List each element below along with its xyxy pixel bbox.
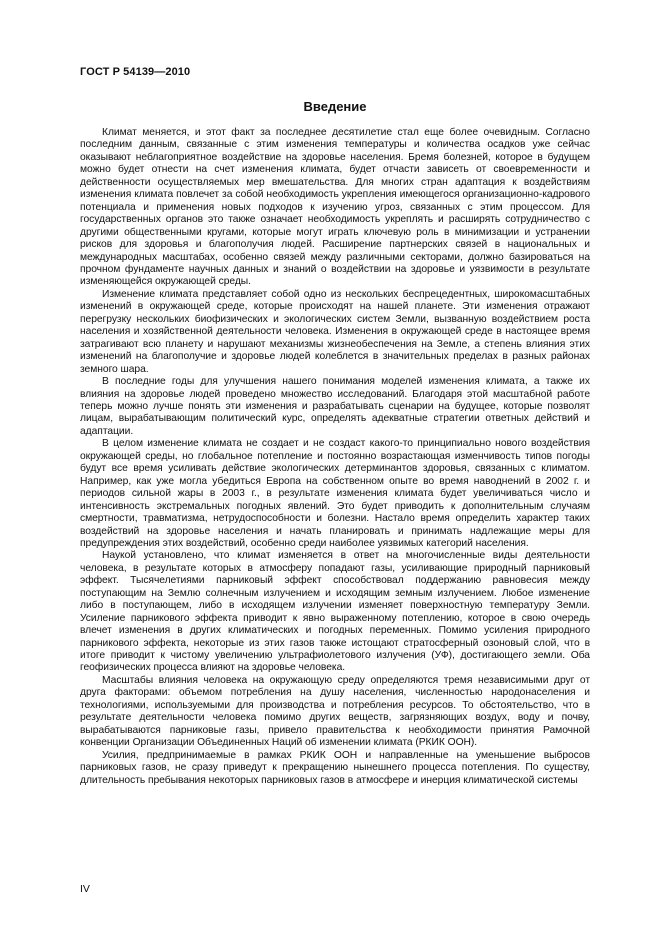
paragraph: Климат меняется, и этот факт за последнее десятилетие стал еще более очевидным. Согласно последним данным, связанные с этим изменения температуры и количества осадков уже сейчас оказывают неблагоприятное воздействие на здоровье населения. Бремя болезней, которое в будущем можно будет отнести на счет изменения климата, будет отчасти зависеть от своевременности и действенности осуществляемых мер вмешательства. Для многих стран адаптация к воздействиям изменения климата повлечет за собой необходимость укрепления имеющегося организационно-кадрового потенциала и применения новых подходов к изучению угроз, связанных с этим процессом. Для государственных органов это также означает необходимость укреплять и расширять сотрудничество с другими общественными кругами, которые могут играть ключевую роль в минимизации и устранении рисков для здоровья и благополучия людей. Расширение партнерских связей в национальных и международных масштабах, особенно связей между различными секторами, должно базироваться на прочном фундаменте научных данных и знаний о воздействии на здоровье и уязвимости в результате изменяющейся окружающей среды. (80, 127, 590, 288)
paragraph: Наукой установлено, что климат изменяется в ответ на многочисленные виды деятельности человека, в результате которых в атмосферу попадают газы, усиливающие природный парниковый эффект. Тысячелетиями парниковый эффект способствовал поддержанию равновесия между поступающим на Землю солнечным излучением и исходящим земным излучением. Любое изменение либо в поступающем, либо в исходящем излучении изменяет поверхностную температуру Земли. Усиление парникового эффекта приводит к явно выраженному потеплению, которое в свою очередь влечет изменения в других климатических и погодных переменных. Помимо усиления природного парникового эффекта, некоторые из этих газов также истощают стратосферный озоновый слой, что в итоге приводит к чистому увеличению ультрафиолетового излучения (УФ), достигающего земли. Оба геофизических процесса влияют на здоровье человека. (80, 550, 590, 674)
page-number: IV (80, 883, 90, 895)
paragraph: Усилия, предпринимаемые в рамках РКИК ООН и направленные на уменьшение выбросов парниковых газов, не сразу приведут к прекращению нынешнего процесса потепления. По существу, длительность пребывания некоторых парниковых газов в атмосфере и инерция климатической системы (80, 749, 590, 786)
paragraph: Изменение климата представляет собой одно из нескольких беспрецедентных, широкомасштабных изменений в окружающей среде, которые происходят на нашей планете. Эти изменения отражают перегрузку нескольких биофизических и экологических систем Земли, вызванную воздействием роста населения и хозяйственной деятельности человека. Изменения в окружающей среде в настоящее время затрагивают всю планету и нарушают механизмы жизнеобеспечения на Земле, а степень влияния этих изменений на благополучие и здоровье людей колеблется в значительных пределах в разных районах земного шара. (80, 288, 590, 375)
section-title: Введение (303, 99, 367, 114)
paragraph: В целом изменение климата не создает и не создаст какого-то принципиально нового воздействия окружающей среды, но глобальное потепление и постоянно возрастающая изменчивость типов погоды будут все время усиливать действие экологических детерминантов здоровья, связанных с климатом. Например, как уже могла убедиться Европа на собственном опыте во время наводнений в 2002 г. и периодов сильной жары в 2003 г., в результате изменения климата будет увеличиваться число и интенсивность экстремальных погодных явлений. Это будет приводить к дополнительным случаям смертности, травматизма, нетрудоспособности и болезни. Настало время определить характер таких воздействий на здоровье населения и начать планировать и принимать надлежащие меры для предупреждения этих воздействий, особенно среди наиболее уязвимых категорий населения. (80, 438, 590, 549)
body-text (80, 127, 590, 787)
paragraph: Масштабы влияния человека на окружающую среду определяются тремя независимыми друг от друга факторами: объемом потребления на душу населения, численностью народонаселения и технологиями, используемыми для производства и потребления ресурсов. То обстоятельство, что в результате деятельности человека помимо других веществ, загрязняющих воздух, воду и почву, вырабатываются парниковые газы, привело правительства к необходимости принятия Рамочной конвенции Организации Объединенных Наций об изменении климата (РКИК ООН). (80, 674, 590, 749)
paragraph: В последние годы для улучшения нашего понимания моделей изменения климата, а также их влияния на здоровье людей проведено множество исследований. Благодаря этой масштабной работе теперь можно лучше понять эти изменения и разрабатывать сценарии на будущее, которые позволят лицам, вырабатывающим политический курс, определять адекватные стратегии ответных действий и адаптации. (80, 376, 590, 437)
standard-header: ГОСТ Р 54139—2010 (80, 66, 191, 78)
